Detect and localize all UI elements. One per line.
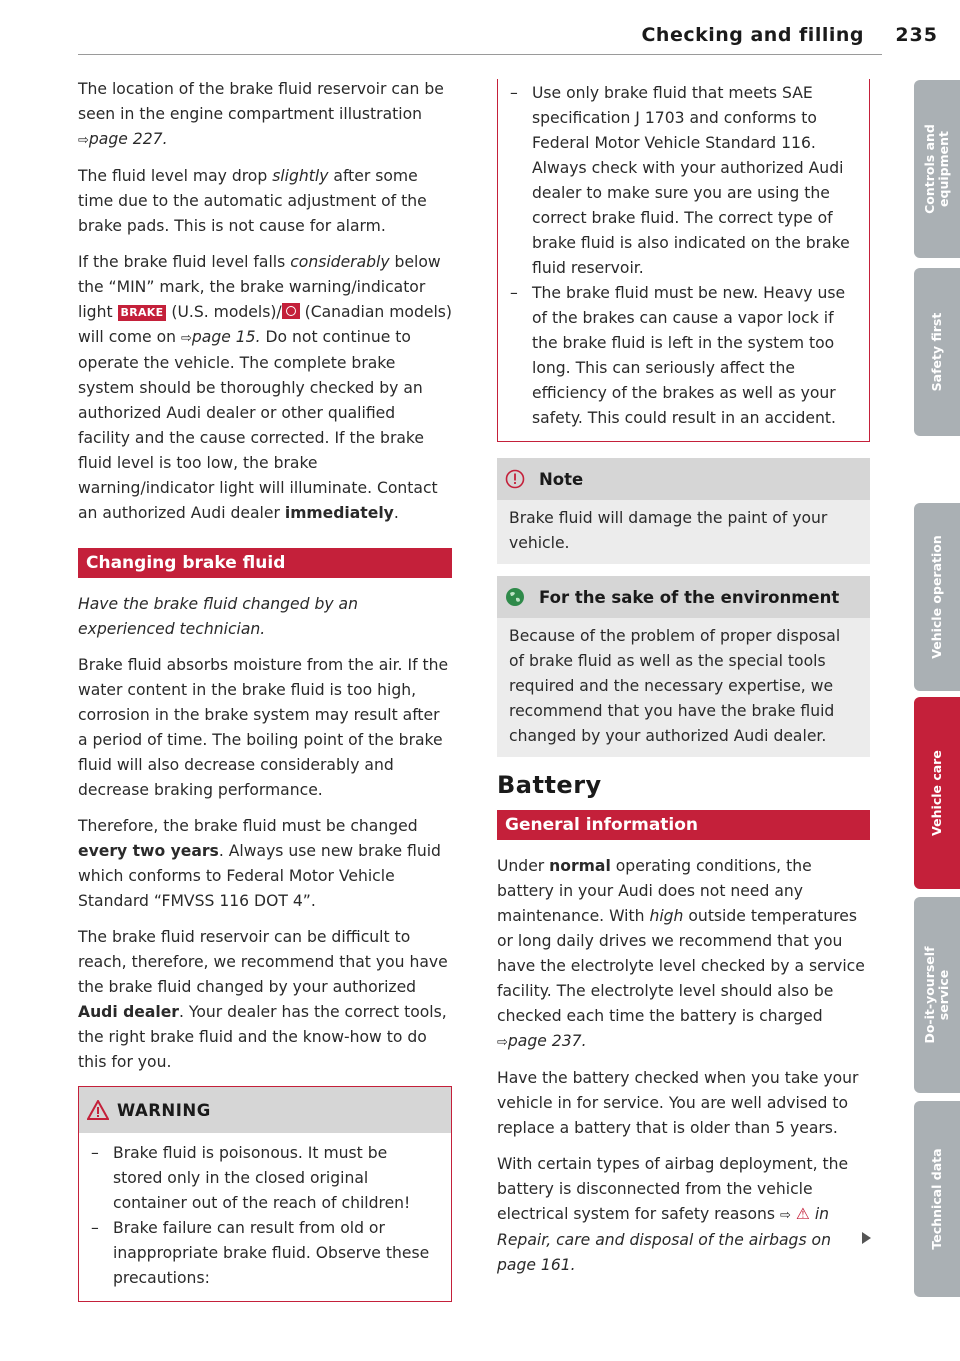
chapter-title: Battery — [497, 771, 602, 799]
paragraph-moisture: Brake fluid absorbs moisture from the air. If the water content in the brake fluid is too high, corrosion in the brake system may result after a period of time. The boiling point of the brake fluid will also decrease considerably and decrease braking performance. — [78, 656, 449, 799]
sidebar-tab-technical[interactable]: Technical data — [914, 1101, 960, 1297]
sidebar-tab-safety[interactable]: Safety first — [914, 268, 960, 436]
list-item: – Brake fluid is poisonous. It must be stored only in the closed original container out of the reach of children! — [91, 1144, 411, 1212]
paragraph-airbag: With certain types of airbag deployment, the battery is disconnected from the vehicle electrical system for safety reasons ⇨ ⚠ in Repair, care and disposal of the airbags on page 161. — [497, 1155, 849, 1274]
warning-body — [79, 1133, 451, 1301]
environment-header — [497, 576, 870, 618]
paragraph-normal-conditions: Under normal operating conditions, the battery in your Audi does not need any maintenance. With high outside temperatures or long daily drives we recommend that you have the electrolyte level checked by a service facility. The electrolyte level should also be checked each time the battery is charged ⇨page 237. — [497, 857, 865, 1050]
brake-circle-warning-icon — [282, 303, 300, 319]
list-item: – Use only brake fluid that meets SAE specification J 1703 and conforms to Federal Motor Vehicle Standard 116. Always check with your authorized Audi dealer to make sure you are using the correct brake fluid. The correct type of brake fluid is also indicated on the brake fluid reservoir. — [510, 84, 850, 277]
section-heading-general: General information — [497, 810, 870, 840]
left-column — [78, 77, 452, 1302]
warning-triangle-icon — [87, 1100, 109, 1120]
page-link[interactable]: ⇨ ⚠ in Repair, care and disposal of the airbags on page 161. — [497, 1205, 831, 1274]
warning-box — [78, 1086, 452, 1302]
sidebar-tab-controls[interactable]: Controls and equipment — [914, 80, 960, 258]
note-body: Brake fluid will damage the paint of your vehicle. — [509, 509, 828, 552]
arrow-right-icon: ⇨ — [78, 133, 89, 148]
info-circle-icon — [505, 469, 525, 489]
warning-header — [79, 1087, 451, 1133]
paragraph-fluid-falls: If the brake fluid level falls considerably below the “MIN” mark, the brake warning/indicator light BRAKE (U.S. models)/ (Canadian models) will come on ⇨page 15. Do not continue to operate the vehicle. The complete brake system should be thoroughly checked by an authorized Audi dealer or other qualified facility and the cause corrected. If the brake fluid level is too low, the brake warning/indicator light will illuminate. Contact an authorized Audi dealer immediately. — [78, 253, 453, 522]
warning-continued-box — [497, 79, 870, 442]
paragraph-fluid-drop: The fluid level may drop slightly after some time due to the automatic adjustment of the brake pads. This is not cause for alarm. — [78, 167, 427, 235]
arrow-right-icon: ⇨ — [780, 1208, 791, 1223]
page-link[interactable]: ⇨page 237. — [497, 1032, 587, 1050]
arrow-right-icon: ⇨ — [497, 1035, 508, 1050]
sidebar-tab-vehicle-care[interactable]: Vehicle care — [914, 697, 960, 889]
warning-title: WARNING — [117, 1100, 211, 1120]
sidebar-tab-operation[interactable]: Vehicle operation — [914, 503, 960, 691]
paragraph-two-years: Therefore, the brake fluid must be changed every two years. Always use new brake fluid which conforms to Federal Motor Vehicle Standard “FMVSS 116 DOT 4”. — [78, 817, 441, 910]
header-rule — [78, 54, 882, 55]
section-title: Checking and filling — [641, 24, 864, 46]
list-item: – The brake fluid must be new. Heavy use of the brakes can cause a vapor lock if the brake fluid is left in the system too long. This can seriously affect the efficiency of the brakes as well as your safety. This could result in an accident. — [510, 284, 846, 427]
environment-box — [497, 576, 870, 757]
environment-body: Because of the problem of proper disposal of brake fluid as well as the special tools required and the necessary expertise, we recommend that you have the brake fluid changed by your authorized Audi dealer. — [509, 627, 841, 745]
environment-globe-icon — [505, 587, 525, 607]
note-title: Note — [539, 469, 584, 489]
page-header — [0, 24, 960, 54]
brake-warning-icon: BRAKE — [118, 305, 167, 321]
paragraph-battery-check: Have the battery checked when you take your vehicle in for service. You are well advised to replace a battery that is older than 5 years. — [497, 1069, 859, 1137]
page-link[interactable]: ⇨page 15. — [180, 328, 261, 346]
section-heading-changing: Changing brake fluid — [78, 548, 452, 578]
paragraph-location: The location of the brake fluid reservoir can be seen in the engine compartment illustration ⇨page 227. — [78, 80, 444, 148]
page-number: 235 — [895, 24, 938, 46]
note-header — [497, 458, 870, 500]
right-column — [497, 79, 870, 1289]
environment-title: For the sake of the environment — [539, 587, 840, 607]
list-item: – Brake failure can result from old or inappropriate brake fluid. Observe these precautions: — [91, 1219, 430, 1287]
continue-arrow-icon — [862, 1232, 871, 1244]
page-link[interactable]: ⇨page 227. — [78, 130, 168, 148]
arrow-right-icon: ⇨ — [180, 331, 192, 346]
intro-italic: Have the brake fluid changed by an experienced technician. — [78, 595, 358, 638]
paragraph-dealer: The brake fluid reservoir can be difficult to reach, therefore, we recommend that you have the brake fluid changed by your authorized Audi dealer. Your dealer has the correct tools, the right brake fluid and the know-how to do this for you. — [78, 928, 448, 1071]
warning-triangle-icon: ⚠ — [795, 1205, 810, 1223]
sidebar-tab-diy[interactable]: Do-it-yourself service — [914, 897, 960, 1093]
note-box — [497, 458, 870, 564]
